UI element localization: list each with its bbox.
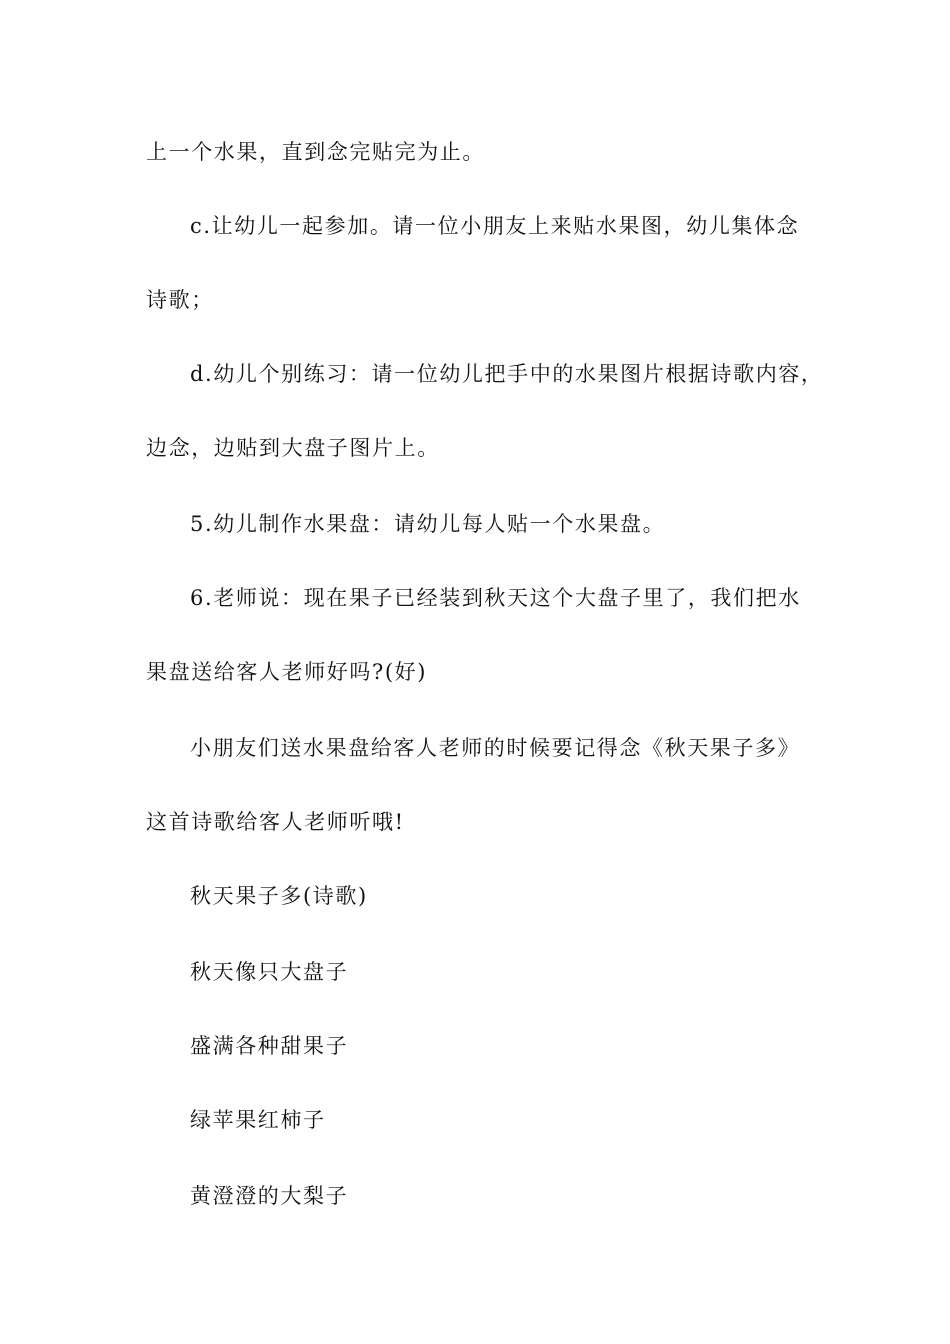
poem-title: 秋天果子多(诗歌) <box>190 884 368 908</box>
poem-line-4: 黄澄澄的大梨子 <box>190 1184 349 1208</box>
text-line-7: 6.老师说：现在果子已经装到秋天这个大盘子里了，我们把水 <box>190 586 801 610</box>
text-line-6: 5.幼儿制作水果盘：请幼儿每人贴一个水果盘。 <box>190 512 666 536</box>
text-line-9: 小朋友们送水果盘给客人老师的时候要记得念《秋天果子多》 <box>190 736 801 760</box>
text-line-1: 上一个水果，直到念完贴完为止。 <box>146 140 485 164</box>
poem-line-2: 盛满各种甜果子 <box>190 1034 349 1058</box>
poem-line-1: 秋天像只大盘子 <box>190 960 349 984</box>
text-line-10: 这首诗歌给客人老师听哦! <box>146 810 405 834</box>
text-line-3: 诗歌； <box>146 288 214 312</box>
text-line-2: c.让幼儿一起参加。请一位小朋友上来贴水果图，幼儿集体念 <box>190 214 800 238</box>
text-line-8: 果盘送给客人老师好吗?(好) <box>146 660 428 684</box>
text-line-4: d.幼儿个别练习：请一位幼儿把手中的水果图片根据诗歌内容， <box>190 362 824 386</box>
poem-line-3: 绿苹果红柿子 <box>190 1108 326 1132</box>
text-line-5: 边念，边贴到大盘子图片上。 <box>146 436 440 460</box>
